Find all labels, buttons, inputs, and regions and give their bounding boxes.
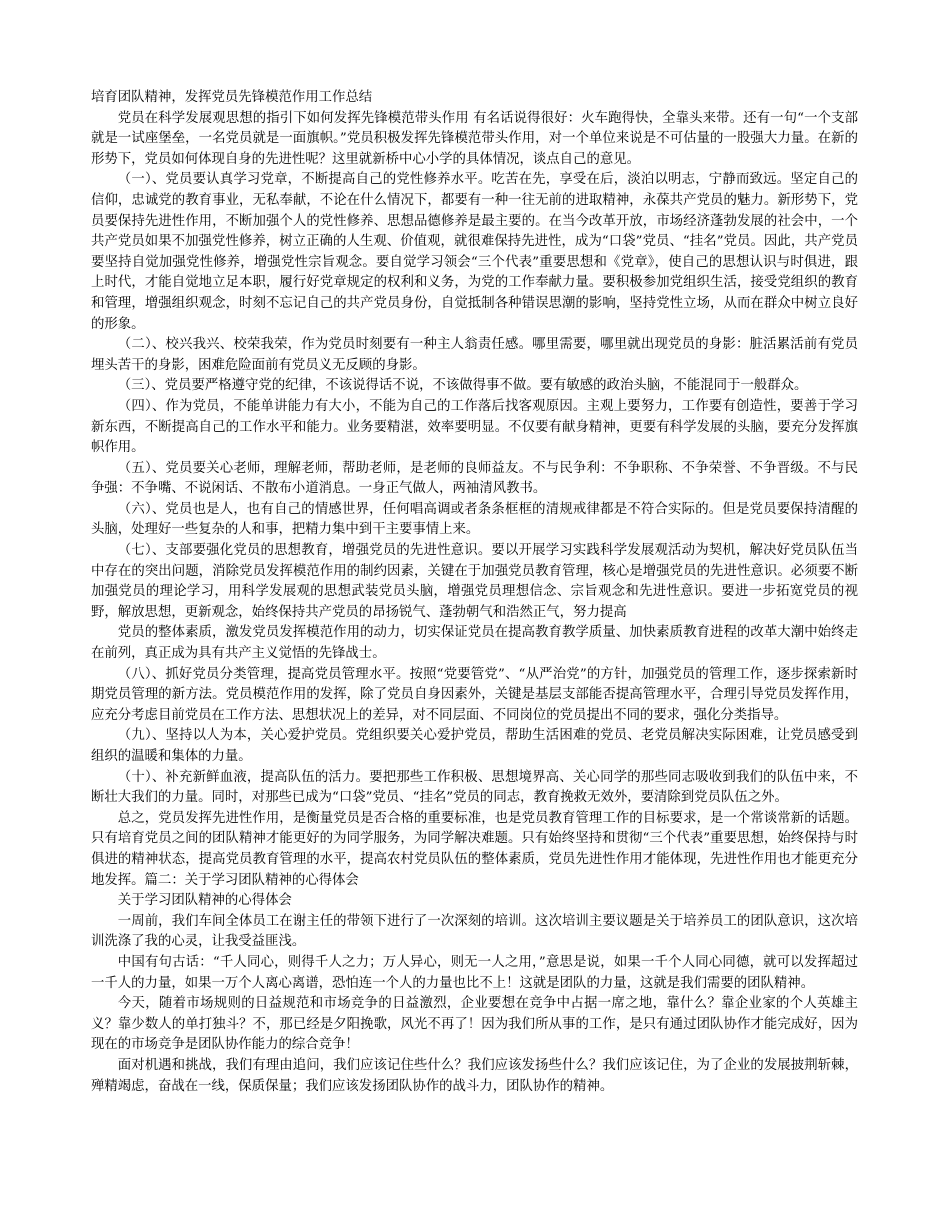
paragraph: 一周前，我们车间全体员工在谢主任的带领下进行了一次深刻的培训。这次培训主要议题是关于培养员工的团队意识，这次培训洗涤了我的心灵，让我受益匪浅。 (91, 913, 858, 950)
paragraph: （三）、党员要严格遵守党的纪律，不该说得话不说，不该做得事不做。要有敏感的政治头脑，不能混同于一般群众。 (117, 378, 808, 394)
paragraph: （八）、抓好党员分类管理，提高党员管理水平。按照“党要管党”、“从严治党”的方针，加强党员的管理工作，逐步探索新时期党员管理的新方法。党员模范作用的发挥，除了党员自身因素外，关键是基层支部能否提高管理水平，合理引导党员发挥作用，应充分考虑目前党员在工作方法、思想状况上的差异，对不同层面、不同岗位的党员提出不同的要求，强化分类指导。 (91, 666, 858, 723)
paragraph: （四）、作为党员，不能单讲能力有大小，不能为自己的工作落后找客观原因。主观上要努力，工作要有创造性，要善于学习新东西，不断提高自己的工作水平和能力。业务要精湛，效率要明显。不仅要有献身精神，更要有科学发展的头脑，要充分发挥旗帜作用。 (91, 398, 858, 456)
paragraph: （七）、支部要强化党员的思想教育，增强党员的先进性意识。要以开展学习实践科学发展观活动为契机，解决好党员队伍当中存在的突出问题，消除党员发挥模范作用的制约因素，关键在于加强党员教育管理，核心是增强党员的先进性意识。必须要不断加强党员的理论学习，用科学发展观的思想武装党员头脑，增强党员理想信念、宗旨观念和先进性意识。要进一步拓宽党员的视野，解放思想，更新观念，始终保持共产党员的昂扬锐气、蓬勃朝气和浩然正气，努力提高 (91, 543, 858, 620)
paragraph: （十）、补充新鲜血液，提高队伍的活力。要把那些工作积极、思想境界高、关心同学的那些同志吸收到我们的队伍中来，不断壮大我们的力量。同时，对那些已成为“口袋”党员、“挂名”党员的同志，教育挽救无效外，要清除到党员队伍之外。 (91, 769, 858, 806)
paragraph: 党员在科学发展观思想的指引下如何发挥先锋模范带头作用 有名话说得很好：火车跑得快，全靠头来带。还有一句“一个支部就是一试座堡垒，一名党员就是一面旗帜。”党员积极发挥先锋模范带头作用，对一个单位来说是不可估量的一股强大力量。在新的形势下，党员如何体现自身的先进性呢？这里就新桥中心小学的具体情况，谈点自己的意见。 (91, 110, 858, 167)
paragraph: （二）、校兴我兴、校荣我荣，作为党员时刻要有一种主人翁责任感。哪里需要，哪里就出现党员的身影：脏活累活前有党员埋头苦干的身影，困难危险面前有党员义无反顾的身影。 (91, 337, 858, 373)
section-subtitle: 关于学习团队精神的心得体会 (117, 893, 292, 909)
paragraph: 今天，随着市场规则的日益规范和市场竞争的日益激烈，企业要想在竞争中占据一席之地，靠什么？靠企业家的个人英雄主义？靠少数人的单打独斗？不，那已经是夕阳挽歌，风光不再了！因为我们所从事的工作，是只有通过团队协作才能完成好，因为现在的市场竞争是团队协作能力的综合竞争！ (91, 996, 858, 1053)
paragraph: 中国有句古话：“千人同心，则得千人之力；万人异心，则无一人之用，”意思是说，如果一千个人同心同德，就可以发挥超过一千人的力量，如果一万个人离心离谱，恐怕连一个人的力量也比不上！这就是团队的力量，这就是我们需要的团队精神。 (91, 954, 858, 991)
paragraph: （六）、党员也是人，也有自己的情感世界，任何唱高调或者条条框框的清规戒律都是不符合实际的。但是党员要保持清醒的头脑，处理好一些复杂的人和事，把精力集中到干主要事情上来。 (91, 501, 858, 538)
paragraph: 总之，党员发挥先进性作用，是衡量党员是否合格的重要标准，也是党员教育管理工作的目标要求，是一个常谈常新的话题。只有培育党员之间的团队精神才能更好的为同学服务，为同学解决难题。只有始终坚持和贯彻“三个代表”重要思想，始终保持与时俱进的精神状态，提高党员教育管理的水平，提高农村党员队伍的整体素质，党员先进性作用才能体现，先进性作用也才能更充分地发挥。篇二：关于学习团队精神的心得体会 (91, 810, 858, 888)
paragraph: （五）、党员要关心老师，理解老师，帮助老师，是老师的良师益友。不与民争利：不争职称、不争荣誉、不争晋级。不与民争强：不争嘴、不说闲话、不散布小道消息。一身正气做人，两袖清风教书。 (91, 460, 858, 497)
paragraph: 党员的整体素质，激发党员发挥模范作用的动力，切实保证党员在提高教育教学质量、加快素质教育进程的改革大潮中始终走在前列，真正成为具有共产主义觉悟的先锋战士。 (91, 625, 858, 662)
paragraph: （一）、党员要认真学习党章，不断提高自己的党性修养水平。吃苦在先，享受在后，淡泊以明志，宁静而致远。坚定自己的信仰，忠诚党的教育事业，无私奉献，不论在什么情况下，都要有一种一往无前的进取精神，永葆共产党员的魅力。新形势下，党员要保持先进性作用，不断加强个人的党性修养、思想品德修养是最主要的。在当今改革开放，市场经济蓬勃发展的社会中，一个共产党员如果不加强党性修养，树立正确的人生观、价值观，就很难保持先进性，成为“口袋”党员、“挂名”党员。因此，共产党员要坚持自觉加强党性修养，增强党性宗旨观念。要自觉学习领会“三个代表”重要思想和《党章》，使自己的思想认识与时俱进，跟上时代，才能自觉地立足本职，履行好党章规定的权利和义务，为党的工作奉献力量。要积极参加党组织生活，接受党组织的教育和管理，增强组织观念，时刻不忘记自己的共产党员身份，自觉抵制各种错误思潮的影响，坚持党性立场，从而在群众中树立良好的形象。 (91, 172, 858, 332)
paragraph: （九）、坚持以人为本，关心爱护党员。党组织要关心爱护党员，帮助生活困难的党员、老党员解决实际困难，让党员感受到组织的温暖和集体的力量。 (91, 728, 858, 764)
document-title: 培育团队精神，发挥党员先锋模范作用工作总结 (91, 90, 373, 105)
paragraph: 面对机遇和挑战，我们有理由追问，我们应该记住些什么？我们应该发扬些什么？我们应该记住，为了企业的发展披荆斩棘，殚精竭虑，奋战在一线，保质保量；我们应该发扬团队协作的战斗力，团队协作的精神。 (91, 1057, 858, 1094)
